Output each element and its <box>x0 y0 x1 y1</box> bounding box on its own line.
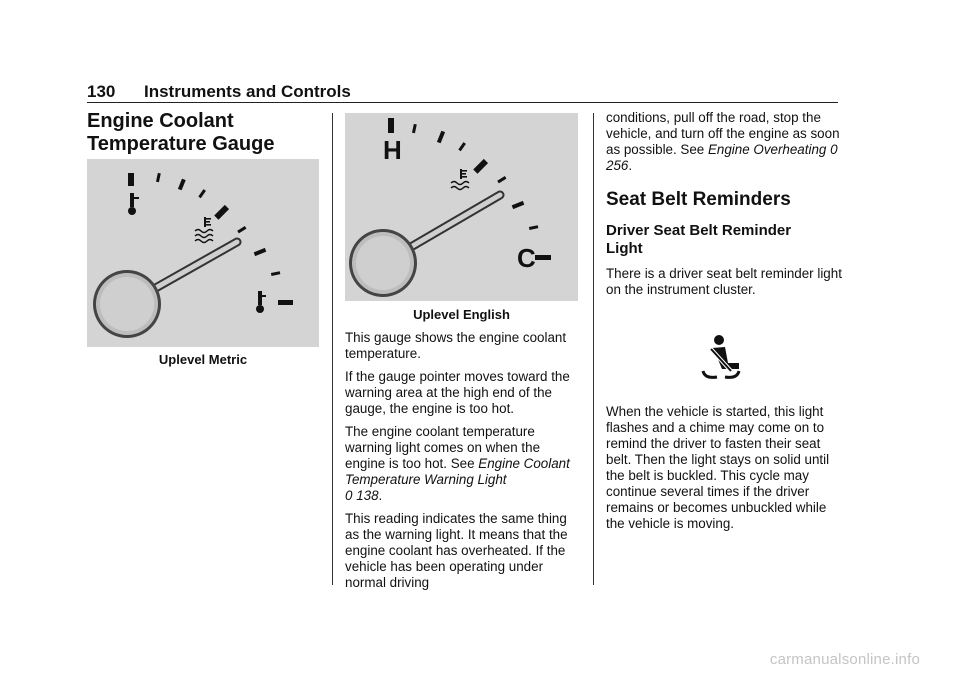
cross-reference-page[interactable]: 256 <box>606 158 629 173</box>
cold-letter: C <box>517 243 536 273</box>
hot-letter: H <box>383 135 402 165</box>
subsection-heading: Driver Seat Belt Reminder Light <box>606 222 792 257</box>
english-gauge-figure <box>345 113 578 301</box>
seatbelt-reminder-icon <box>697 333 745 381</box>
paragraph: If the gauge pointer moves toward the warning area at the high end of the gauge, the engine is too hot. <box>345 369 570 416</box>
cross-reference-page[interactable]: 138 <box>356 488 379 503</box>
chapter-title: Instruments and Controls <box>144 82 351 101</box>
paragraph: This gauge shows the engine coolant temperature. <box>345 330 567 361</box>
seatbelt-icon <box>697 333 745 381</box>
cross-reference-link[interactable]: Engine Overheating <box>707 142 827 157</box>
page-header <box>87 80 838 103</box>
column-divider-2 <box>593 113 594 585</box>
figure-caption-metric: Uplevel Metric <box>158 352 248 367</box>
metric-gauge-icon <box>87 159 319 347</box>
figure-caption-english: Uplevel English <box>413 307 510 322</box>
cross-reference-link[interactable]: Engine Coolant Temperature Warning Light <box>345 456 570 487</box>
paragraph: conditions, pull off the road, stop the vehicle, and turn off the engine as soon as possible. See Engine Overheating 0 256. <box>606 110 840 173</box>
watermark: carmanualsonline.info <box>769 651 920 668</box>
page-number: 130 <box>87 82 116 101</box>
page-ref-symbol: 0 <box>830 142 838 157</box>
column-3-text <box>606 110 842 298</box>
paragraph: There is a driver seat belt reminder light on the instrument cluster. <box>606 266 842 297</box>
page-ref-symbol: 0 <box>345 488 353 503</box>
english-gauge-icon <box>345 113 578 301</box>
metric-gauge-figure <box>87 159 319 347</box>
section-title: Engine Coolant Temperature Gauge <box>87 110 275 155</box>
paragraph: This reading indicates the same thing as the warning light. It means that the engine coolant has overheated. If the vehicle has been operating under normal driving <box>345 511 568 590</box>
section-heading: Seat Belt Reminders <box>606 189 791 210</box>
paragraph: When the vehicle is started, this light flashes and a chime may come on to remind the driver to fasten their seat belt. Then the light stays on solid until the belt is buckled. This cycle may continue several times if the driver remains or becomes unbuckled while the vehicle is moving. <box>606 404 830 531</box>
column-3-text-lower <box>606 404 842 532</box>
column-2-text <box>345 330 581 591</box>
paragraph: The engine coolant temperature warning light comes on when the engine is too hot. See Engine Coolant Temperature Warning Light 0 138. <box>345 424 570 503</box>
column-1 <box>87 110 323 156</box>
column-divider-1 <box>332 113 333 585</box>
